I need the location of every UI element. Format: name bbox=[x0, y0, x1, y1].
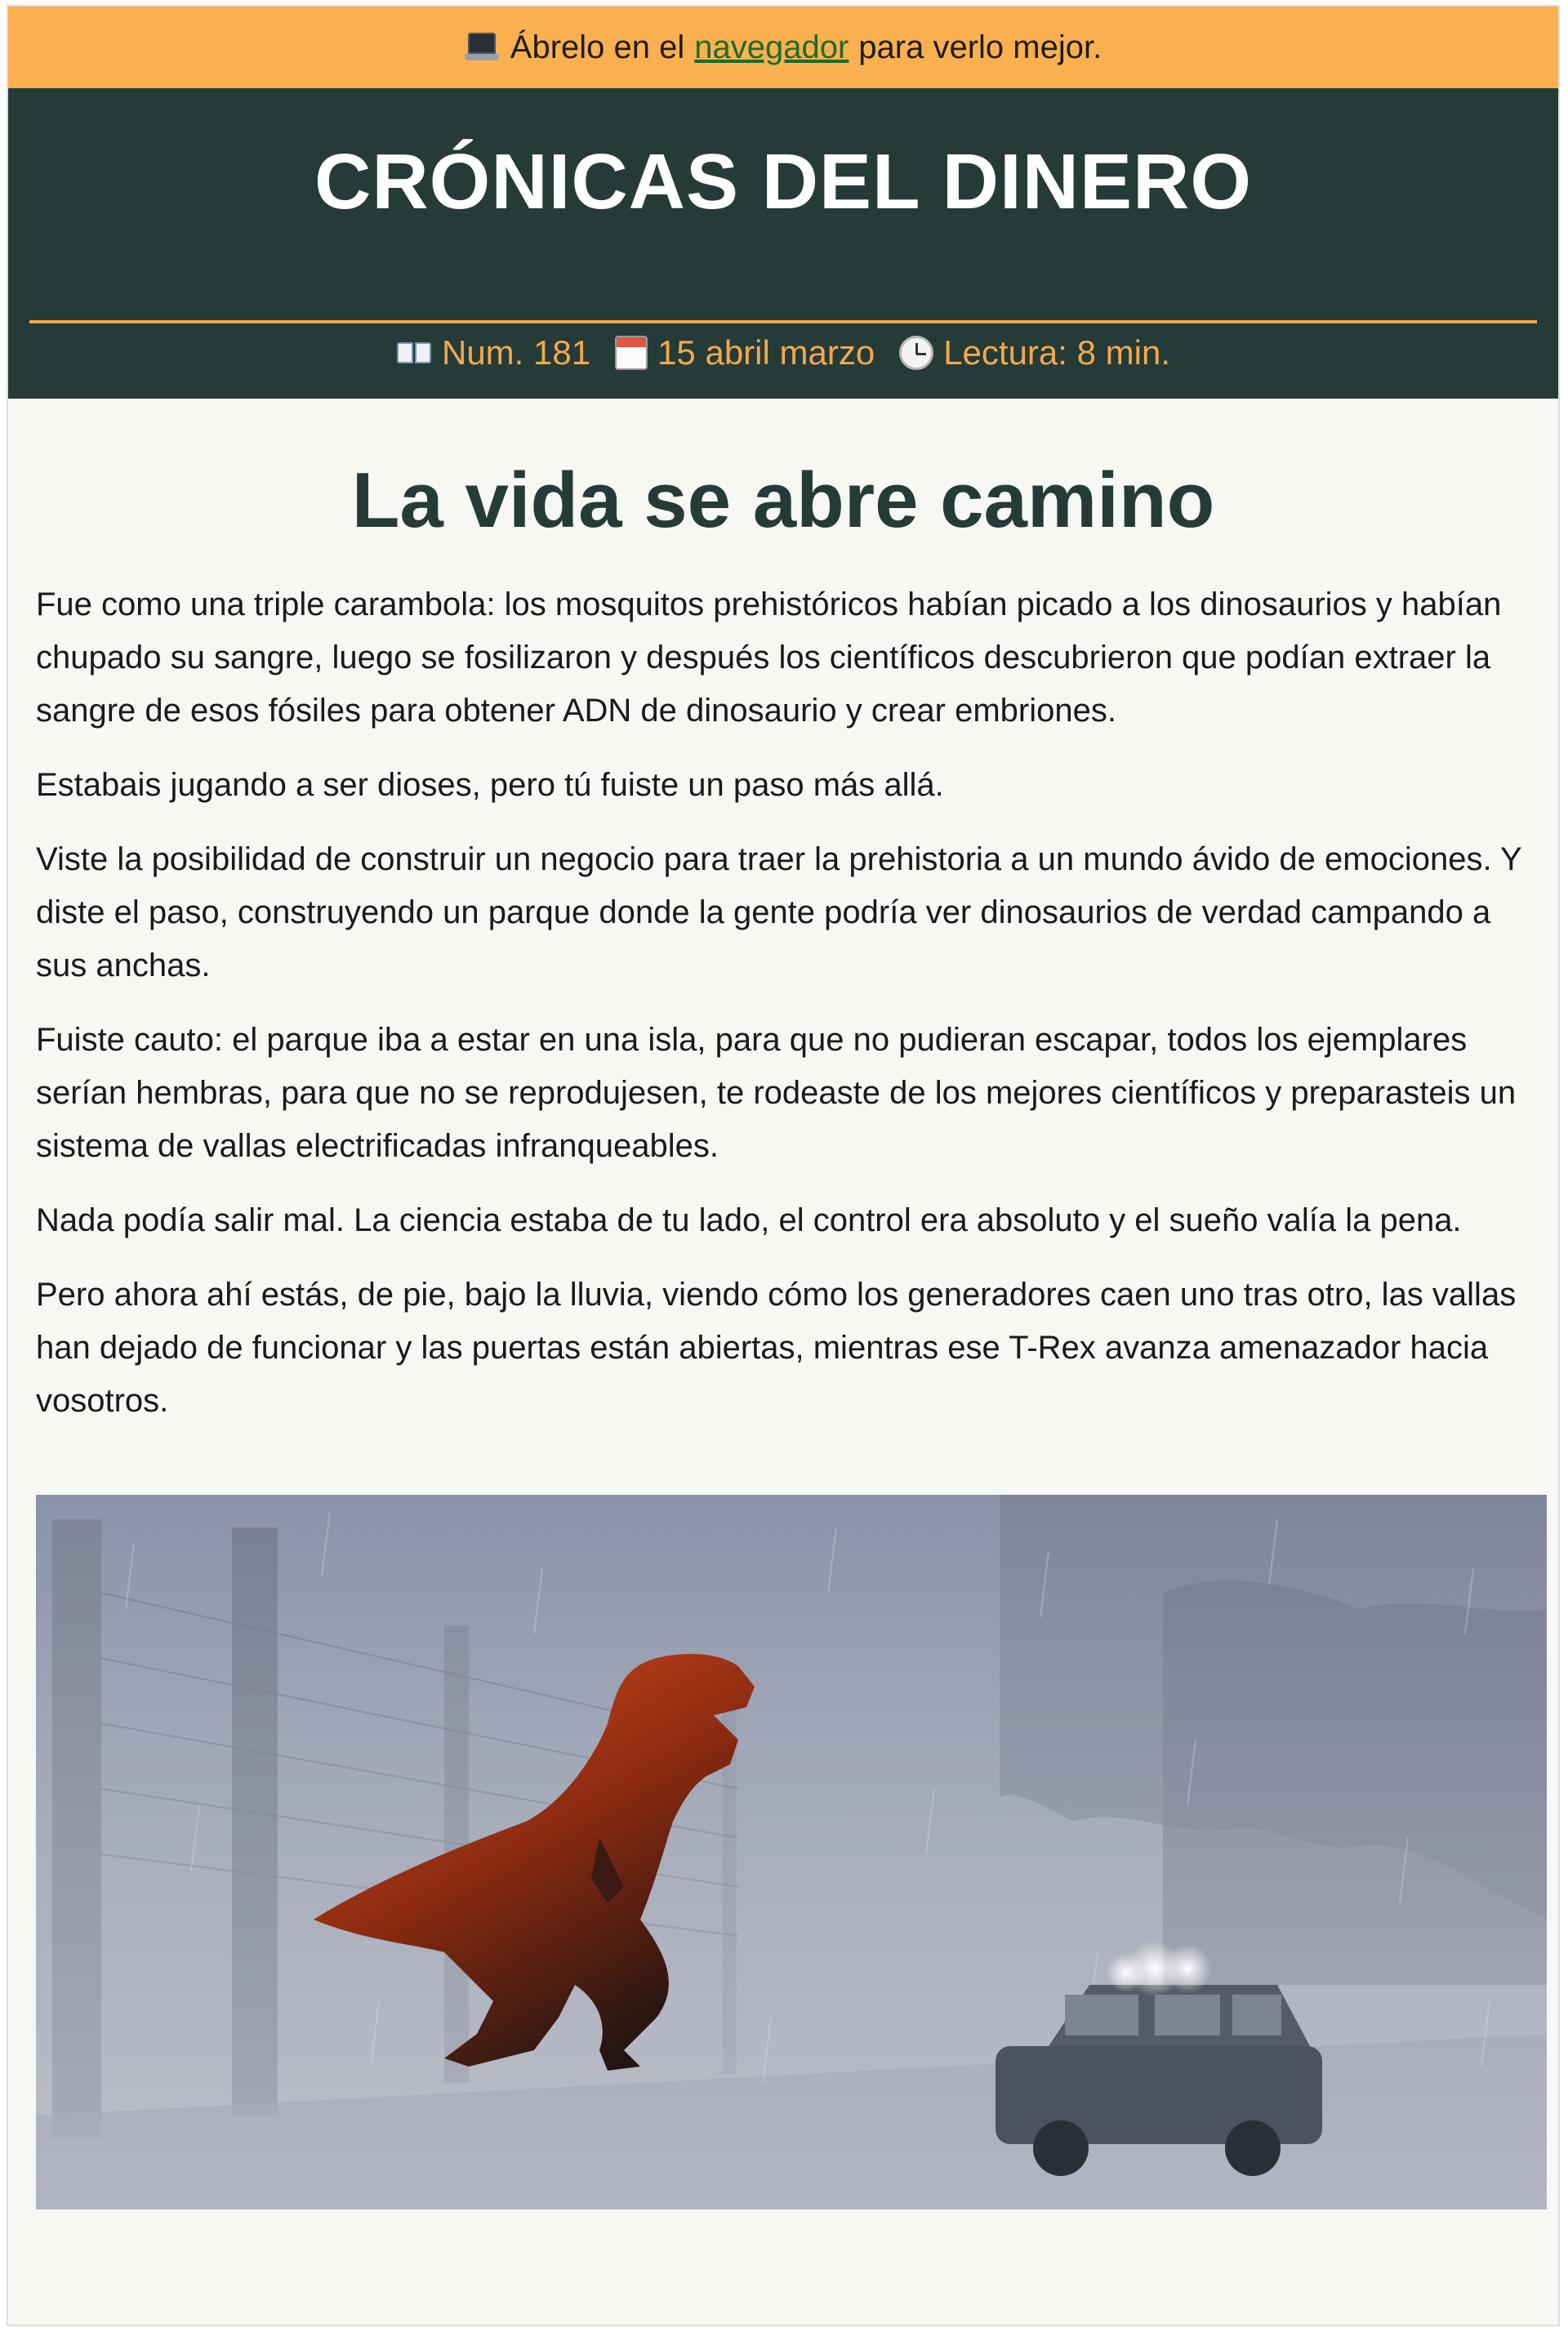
issue-date-label: 15 abril marzo bbox=[657, 333, 875, 372]
clock-icon bbox=[899, 336, 933, 370]
article-paragraph: Pero ahora ahí estás, de pie, bajo la lluvia, viendo cómo los generadores caen uno tras otro, las vallas han dejado de funcionar y las puertas están abiertas, mientras ese T-Rex avanza amenazador hacia vosotros. bbox=[36, 1277, 1517, 1419]
reading-time bbox=[899, 333, 1170, 372]
email-frame bbox=[7, 5, 1560, 2326]
issue-meta bbox=[8, 333, 1558, 372]
open-book-icon bbox=[396, 341, 432, 365]
masthead-divider bbox=[29, 320, 1537, 323]
laptop-icon bbox=[465, 33, 499, 62]
hero-illustration bbox=[36, 1495, 1547, 2209]
reading-time-label: Lectura: 8 min. bbox=[943, 333, 1170, 372]
issue-number bbox=[396, 333, 590, 372]
newsletter-title: CRÓNICAS DEL DINERO bbox=[314, 138, 1252, 225]
article-paragraph: Fuiste cauto: el parque iba a estar en una isla, para que no pudieran escapar, todos los ejemplares serían hembras, para que no se reprodujesen, te rodeaste de los mejores científicos y preparasteis un sistema de vallas electrificadas infranqueables. bbox=[36, 1022, 1517, 1164]
article-paragraph: Nada podía salir mal. La ciencia estaba de tu lado, el control era absoluto y el sueño valía la pena. bbox=[36, 1202, 1462, 1238]
article-paragraph: Viste la posibilidad de construir un negocio para traer la prehistoria a un mundo ávido de emociones. Y diste el paso, construyendo un parque donde la gente podría ver dinosaurios de verdad campando a sus anchas. bbox=[36, 841, 1521, 983]
article-paragraph: Estabais jugando a ser dioses, pero tú fuiste un paso más allá. bbox=[36, 767, 944, 803]
open-in-browser-link[interactable]: navegador bbox=[694, 29, 849, 65]
banner-suffix: para verlo mejor. bbox=[858, 29, 1102, 65]
open-in-browser-banner bbox=[8, 7, 1558, 88]
calendar-icon bbox=[615, 336, 648, 370]
article-paragraph: Fue como una triple carambola: los mosquitos prehistóricos habían picado a los dinosaurios y habían chupado su sangre, luego se fosilizaron y después los científicos descubrieron que podían extraer la sangre de esos fósiles para obtener ADN de dinosaurio y crear embriones. bbox=[36, 586, 1502, 729]
trex-rain-scene bbox=[36, 1495, 1547, 2209]
issue-number-label: Num. 181 bbox=[441, 333, 591, 372]
article-title: La vida se abre camino bbox=[351, 457, 1215, 544]
banner-prefix: Ábrelo en el bbox=[510, 29, 685, 65]
issue-date bbox=[615, 333, 875, 372]
article bbox=[8, 456, 1558, 2209]
masthead bbox=[8, 88, 1558, 399]
